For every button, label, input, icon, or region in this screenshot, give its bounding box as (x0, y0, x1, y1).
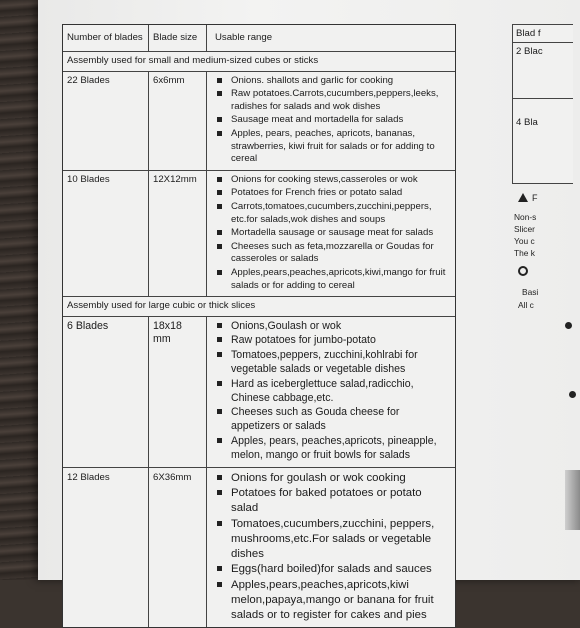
table-header-row (63, 25, 455, 52)
list-item: Mortadella sausage or sausage meat for salads (215, 227, 451, 240)
usable-range-cell (206, 317, 455, 467)
list-item: Onions. shallots and garlic for cooking (215, 75, 451, 88)
list-item: Tomatoes,peppers, zucchini,kohlrabi for vegetable salads or vegetable dishes (215, 349, 451, 377)
list-item: Apples,pears,peaches,apricots,kiwi melon,papaya,mango or banana for fruit salads or to register for cakes and pies (215, 578, 451, 622)
list-item: Hard as iceberglettuce salad,radicchio, Chinese cabbage,etc. (215, 378, 451, 406)
usable-range-cell (206, 468, 455, 627)
blade-count: 22 Blades (67, 74, 110, 86)
list-item: Cheeses such as Gouda cheese for appetizers or salads (215, 406, 451, 434)
usable-range-list (215, 320, 451, 463)
usable-range-list (215, 174, 451, 292)
list-item: Eggs(hard boiled)for salads and sauces (215, 562, 451, 577)
section-title-large: Assembly used for large cubic or thick slices (63, 297, 455, 317)
list-item: Apples,pears,peaches,apricots,kiwi,mango for fruit salads or for adding to cereal (215, 267, 451, 292)
step-2-icon (569, 391, 576, 398)
blade-usage-table (62, 24, 456, 628)
right-partial-table (512, 24, 573, 184)
step-1-icon (565, 322, 572, 329)
usable-range-list (215, 75, 451, 166)
right-text-line: Non-s (514, 212, 537, 222)
list-item: Sausage meat and mortadella for salads (215, 114, 451, 127)
warning-icon (518, 193, 528, 202)
section-title-small-medium: Assembly used for small and medium-sized cubes or sticks (63, 52, 455, 72)
blade-size: 12X12mm (148, 171, 206, 296)
table-row: 2 Blac (516, 46, 543, 57)
warning-title: F (532, 193, 538, 203)
usable-range-list (215, 471, 451, 623)
right-table-header: Blad f (513, 25, 573, 43)
list-item: Onions for goulash or wok cooking (215, 471, 451, 486)
info-circle-icon (518, 266, 528, 276)
right-text-line: You c (514, 236, 535, 246)
header-usable-range: Usable range (206, 25, 455, 51)
table-row: 4 Bla (513, 98, 573, 153)
blade-size: 6x6mm (148, 72, 206, 170)
list-item: Tomatoes,cucumbers,zucchini, peppers, mushrooms,etc.For salads or vegetable dishes (215, 517, 451, 561)
blade-count: 10 Blades (67, 173, 110, 185)
list-item: Onions for cooking stews,casseroles or wok (215, 174, 451, 187)
right-text-line: Slicer (514, 224, 535, 234)
usable-range-cell (206, 72, 455, 170)
table-row (63, 171, 455, 297)
table-row (63, 72, 455, 171)
blade-size: 18x18 mm (148, 317, 206, 467)
list-item: Onions,Goulash or wok (215, 320, 451, 334)
table-row (63, 317, 455, 468)
blade-count: 6 Blades (67, 319, 109, 332)
list-item: Apples, pears, peaches,apricots, pineapple, melon, mango or fruit bowls for salads (215, 435, 451, 463)
blade-count: 12 Blades (67, 471, 110, 483)
usable-range-cell (206, 171, 455, 296)
list-item: Apples, pears, peaches, apricots, bananas, strawberries, kiwi fruit for salads or for adding to cereal (215, 128, 451, 166)
manual-page (38, 0, 580, 621)
header-number-of-blades: Number of blades (67, 32, 143, 43)
header-blade-size: Blade size (148, 25, 206, 51)
page-edge-shadow (565, 470, 580, 530)
list-item: Raw potatoes.Carrots,cucumbers,peppers,leeks, radishes for salads and wok dishes (215, 88, 451, 113)
basic-line: Basi (522, 287, 539, 297)
table-row (63, 468, 455, 627)
list-item: Raw potatoes for jumbo-potato (215, 334, 451, 348)
right-text-line: The k (514, 248, 535, 258)
list-item: Potatoes for baked potatoes or potato salad (215, 486, 451, 516)
blade-size: 6X36mm (148, 468, 206, 627)
all-line: All c (518, 300, 534, 310)
list-item: Carrots,tomatoes,cucumbers,zucchini,peppers, etc.for salads,wok dishes and soups (215, 201, 451, 226)
list-item: Cheeses such as feta,mozzarella or Goudas for casseroles or salads (215, 241, 451, 266)
list-item: Potatoes for French fries or potato salad (215, 187, 451, 200)
